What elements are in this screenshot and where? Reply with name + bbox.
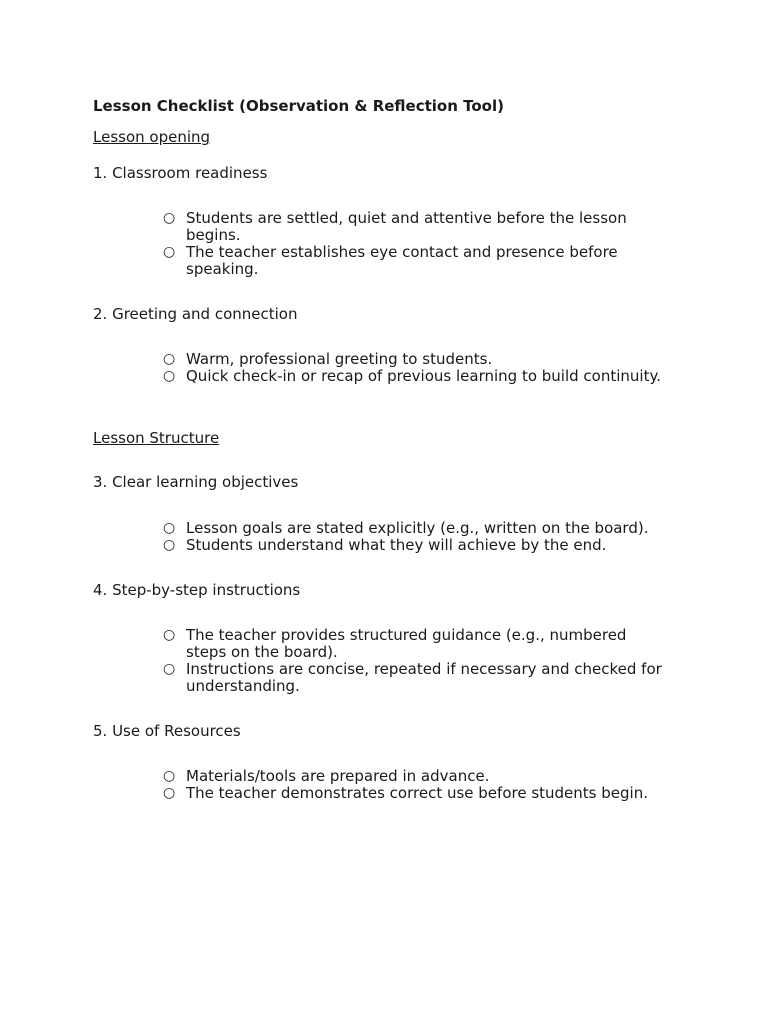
section-heading-lesson-structure: Lesson Structure <box>93 429 220 447</box>
bullet-text: Quick check-in or recap of previous learning to build continuity. <box>186 367 661 385</box>
circle-bullet-icon: ○ <box>163 368 176 384</box>
item-heading-step-by-step-instructions: 4. Step-by-step instructions <box>93 581 301 599</box>
list-item <box>163 368 663 385</box>
bullet-list-greeting-and-connection <box>163 351 663 385</box>
bullet-text: Students are settled, quiet and attentive before the lesson begins. <box>186 209 627 244</box>
item-heading-use-of-resources: 5. Use of Resources <box>93 722 241 740</box>
item-heading-clear-learning-objectives: 3. Clear learning objectives <box>93 473 299 491</box>
circle-bullet-icon: ○ <box>163 520 176 536</box>
bullet-text: Materials/tools are prepared in advance. <box>186 767 490 785</box>
item-heading-greeting-and-connection: 2. Greeting and connection <box>93 305 298 323</box>
circle-bullet-icon: ○ <box>163 210 176 226</box>
bullet-list-clear-learning-objectives <box>163 520 663 554</box>
circle-bullet-icon: ○ <box>163 768 176 784</box>
bullet-text: The teacher establishes eye contact and presence before speaking. <box>186 243 618 278</box>
bullet-text: Lesson goals are stated explicitly (e.g., written on the board). <box>186 519 649 537</box>
circle-bullet-icon: ○ <box>163 537 176 553</box>
list-item <box>163 210 663 244</box>
document-title: Lesson Checklist (Observation & Reflection Tool) <box>93 97 504 115</box>
list-item <box>163 244 663 278</box>
circle-bullet-icon: ○ <box>163 627 176 643</box>
bullet-text: The teacher provides structured guidance (e.g., numbered steps on the board). <box>186 626 627 661</box>
section-heading-lesson-opening: Lesson opening <box>93 128 211 146</box>
list-item <box>163 351 663 368</box>
list-item <box>163 785 663 802</box>
circle-bullet-icon: ○ <box>163 244 176 260</box>
circle-bullet-icon: ○ <box>163 351 176 367</box>
circle-bullet-icon: ○ <box>163 661 176 677</box>
bullet-list-step-by-step-instructions <box>163 627 663 695</box>
bullet-text: Instructions are concise, repeated if necessary and checked for understanding. <box>186 660 662 695</box>
bullet-text: The teacher demonstrates correct use before students begin. <box>186 784 648 802</box>
list-item <box>163 520 663 537</box>
list-item <box>163 661 663 695</box>
list-item <box>163 768 663 785</box>
bullet-text: Warm, professional greeting to students. <box>186 350 493 368</box>
bullet-list-use-of-resources <box>163 768 663 802</box>
circle-bullet-icon: ○ <box>163 785 176 801</box>
bullet-list-classroom-readiness <box>163 210 663 278</box>
list-item <box>163 627 663 661</box>
item-heading-classroom-readiness: 1. Classroom readiness <box>93 164 268 182</box>
bullet-text: Students understand what they will achieve by the end. <box>186 536 607 554</box>
list-item <box>163 537 663 554</box>
